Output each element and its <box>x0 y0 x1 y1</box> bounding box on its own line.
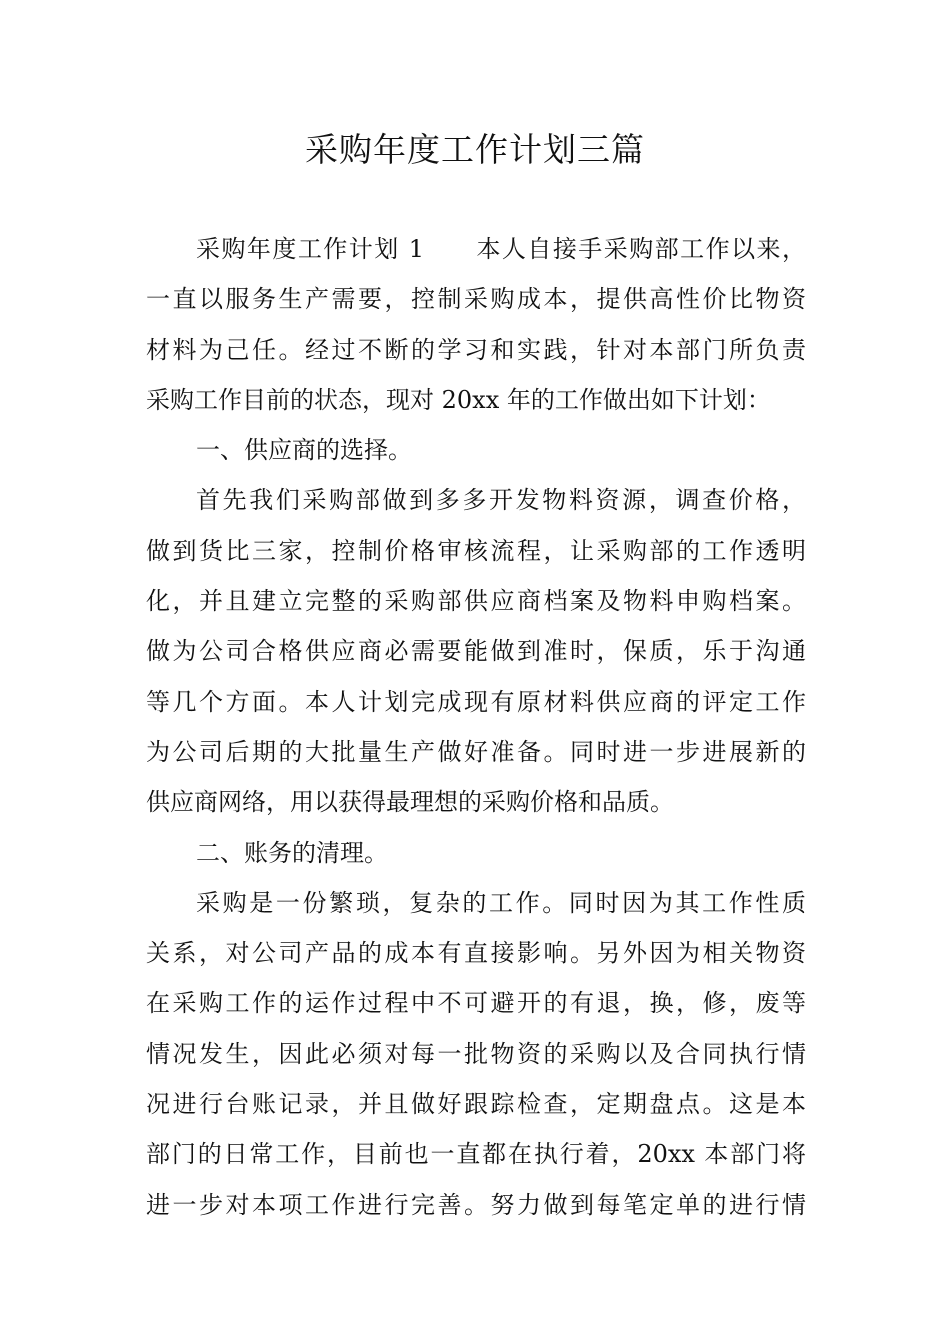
paragraph-line-last: 供应商网络，用以获得最理想的采购价格和品质。 <box>146 788 674 817</box>
paragraph-line: 做到货比三家，控制价格审核流程，让采购部的工作透明 <box>146 536 806 565</box>
paragraph-line: 关系，对公司产品的成本有直接影响。另外因为相关物资 <box>146 939 806 968</box>
paragraph-line: 材料为己任。经过不断的学习和实践，针对本部门所负责 <box>146 335 806 364</box>
paragraph-line: 进一步对本项工作进行完善。努力做到每笔定单的进行情 <box>146 1190 806 1219</box>
document-title: 采购年度工作计划三篇 <box>305 130 645 169</box>
paragraph-line: 一直以服务生产需要，控制采购成本，提供高性价比物资 <box>146 285 806 314</box>
paragraph-line: 部门的日常工作，目前也一直都在执行着，20xx 本部门将 <box>146 1140 806 1169</box>
paragraph-line: 为公司后期的大批量生产做好准备。同时进一步进展新的 <box>146 737 806 766</box>
paragraph-line: 情况发生，因此必须对每一批物资的采购以及合同执行情 <box>146 1039 806 1068</box>
paragraph-line: 况进行台账记录，并且做好跟踪检查，定期盘点。这是本 <box>146 1090 806 1119</box>
paragraph-line-last: 采购工作目前的状态，现对 20xx 年的工作做出如下计划： <box>146 385 771 414</box>
paragraph-line: 在采购工作的运作过程中不可避开的有退，换，修，废等 <box>146 989 806 1018</box>
paragraph-line-first: 采购年度工作计划 1 本人自接手采购部工作以来， <box>196 235 806 263</box>
paragraph-line: 等几个方面。本人计划完成现有原材料供应商的评定工作 <box>146 687 806 716</box>
section-heading-accounts: 二、账务的清理。 <box>196 838 388 867</box>
paragraph-line-first: 首先我们采购部做到多多开发物料资源，调查价格， <box>196 486 806 515</box>
paragraph-line: 化，并且建立完整的采购部供应商档案及物料申购档案。 <box>146 587 806 616</box>
section-heading-supplier: 一、供应商的选择。 <box>196 436 412 465</box>
paragraph-line: 做为公司合格供应商必需要能做到准时，保质，乐于沟通 <box>146 637 806 666</box>
paragraph-line-first: 采购是一份繁琐，复杂的工作。同时因为其工作性质 <box>196 888 806 917</box>
document-body <box>146 224 806 1230</box>
